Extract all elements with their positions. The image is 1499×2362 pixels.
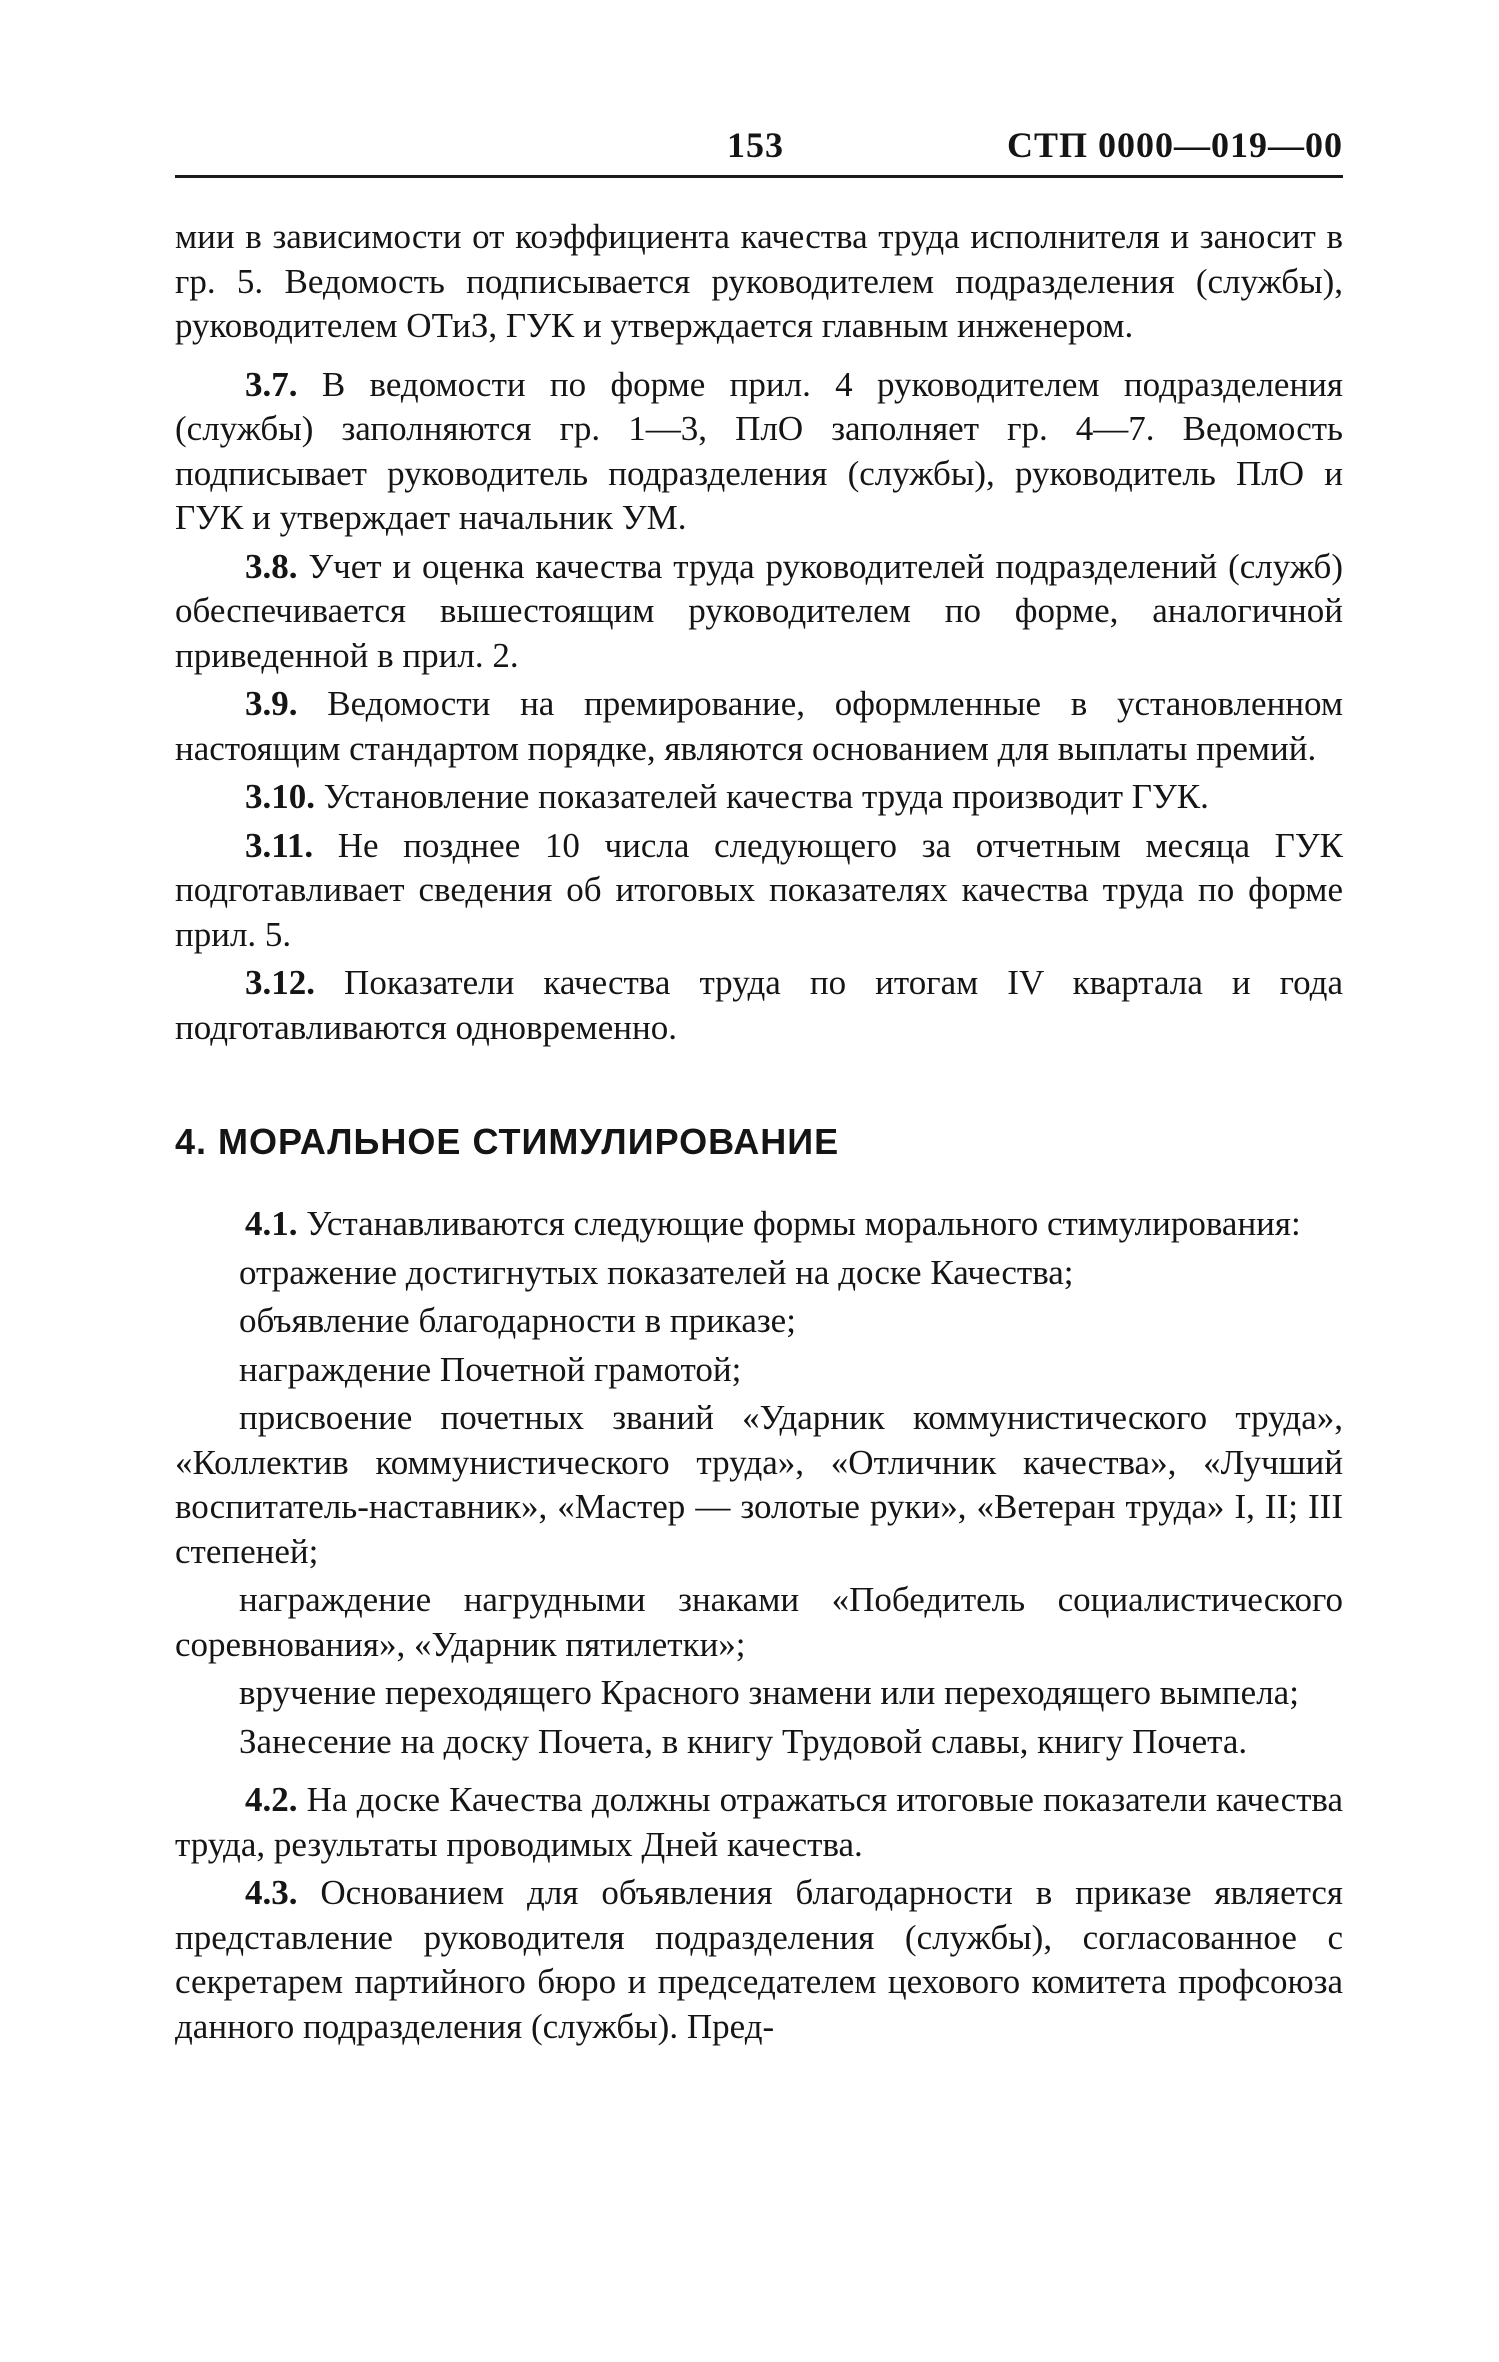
- paragraph-continuation: [175, 215, 1343, 349]
- list-item: награждение Почетной грамотой;: [239, 1349, 742, 1389]
- list-item: объявление благодарности в приказе;: [239, 1301, 796, 1340]
- paragraph-text: Показатели качества труда по итогам IV квартала и года подготавливаются одновременно.: [175, 963, 1343, 1047]
- paragraph-number: 3.10.: [245, 777, 315, 816]
- document-body: [175, 215, 1343, 2049]
- paragraph-text: В ведомости по форме прил. 4 руководителем подразделения (службы) заполняются гр. 1—3, ПлО заполняет гр. 4—7. Ведомость подписывает руководитель подразделения (службы), руководитель ПлО и ГУК и утверждает начальник УМ.: [175, 364, 1344, 537]
- header-divider: [175, 175, 1343, 178]
- list-item: Занесение на доску Почета, в книгу Трудовой славы, книгу Почета.: [239, 1721, 1248, 1761]
- page-header: [175, 118, 1343, 178]
- paragraph-3-11: [175, 824, 1343, 958]
- paragraph-text: мии в зависимости от коэффициента качества труда исполнителя и заносит в гр. 5. Ведомость подписывается руководителем подразделения (службы), руководителем ОТиЗ, ГУК и утверждается главным инженером.: [175, 217, 1343, 345]
- list-item: награждение нагрудными знаками «Победитель социалистического соревнования», «Ударник пятилетки»;: [175, 1580, 1343, 1664]
- paragraph-number: 3.12.: [245, 963, 315, 1002]
- paragraph-3-10: [175, 775, 1343, 820]
- paragraph-text: Учет и оценка качества труда руководителей подразделений (служб) обеспечивается вышестоящим руководителем по форме, аналогичной приведенной в прил. 2.: [175, 546, 1343, 675]
- paragraph-number: 3.8.: [245, 546, 298, 586]
- paragraph-text: Установление показателей качества труда производит ГУК.: [323, 777, 1209, 816]
- page-number: 153: [727, 125, 784, 165]
- paragraph-number: 4.1.: [245, 1204, 298, 1243]
- document-code: СТП 0000—019—00: [1006, 125, 1343, 165]
- paragraph-text: Устанавливаются следующие формы морального стимулирования:: [306, 1204, 1301, 1243]
- paragraph-text: На доске Качества должны отражаться итоговые показатели качества труда, результаты проводимых Дней качества.: [175, 1780, 1343, 1864]
- paragraph-3-7: [175, 363, 1343, 541]
- paragraph-4-3: [175, 1871, 1343, 2049]
- list-item: вручение переходящего Красного знамени или переходящего вымпела;: [239, 1673, 1299, 1712]
- list-item: присвоение почетных званий «Ударник коммунистического труда», «Коллектив коммунистического труда», «Отличник качества», «Лучший воспитатель-наставник», «Мастер — золотые руки», «Ветеран труда» I, II; III степеней;: [175, 1398, 1343, 1571]
- paragraph-number: 3.11.: [245, 825, 314, 865]
- paragraph-number: 4.2.: [245, 1780, 298, 1819]
- section-heading: 4. МОРАЛЬНОЕ СТИМУЛИРОВАНИЕ: [175, 1121, 840, 1162]
- paragraph-text: Основанием для объявления благодарности в приказе является представление руководителя подразделения (службы), согласованное с секретарем партийного бюро и председателем цехового комитета профсоюза данного подразделения (службы). Пред-: [175, 1873, 1343, 2046]
- paragraph-4-1: [175, 1202, 1343, 1247]
- paragraph-text: Ведомости на премирование, оформленные в установленном настоящим стандартом порядке, являются основанием для выплаты премий.: [175, 684, 1344, 768]
- list-item: отражение достигнутых показателей на доске Качества;: [239, 1252, 1074, 1292]
- paragraph-number: 4.3.: [245, 1873, 298, 1912]
- paragraph-3-12: [175, 961, 1343, 1050]
- paragraph-3-8: [175, 545, 1343, 679]
- paragraph-number: 3.9.: [245, 684, 298, 723]
- paragraph-3-9: [175, 682, 1343, 771]
- paragraph-text: Не позднее 10 числа следующего за отчетным месяца ГУК подготавливает сведения об итоговых показателях качества труда по форме прил. 5.: [175, 825, 1343, 954]
- paragraph-number: 3.7.: [245, 364, 298, 404]
- paragraph-4-2: [175, 1778, 1343, 1867]
